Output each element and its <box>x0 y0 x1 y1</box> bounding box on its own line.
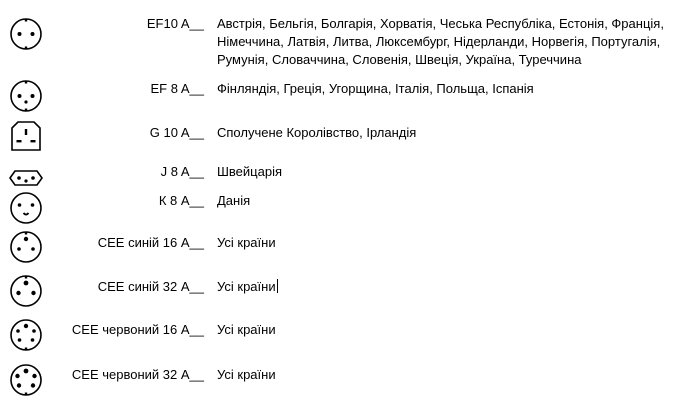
plug-countries <box>217 278 677 296</box>
plug-countries: Усі країни <box>217 367 276 382</box>
plug-countries: Фінляндія, Греція, Угорщина, Італія, Польща, Іспанія <box>217 81 534 96</box>
plug-code: CEE синій 32 A__ <box>97 279 204 294</box>
cee-blue-16-plug-icon <box>8 229 44 265</box>
plug-code: EF 8 A__ <box>150 81 204 96</box>
plug-code: К 8 A__ <box>158 193 204 208</box>
plug-code: EF10 A__ <box>146 16 204 31</box>
cee-red-16-plug-icon <box>8 317 44 353</box>
plug-code: J 8 A__ <box>160 164 204 179</box>
plug-countries: Сполучене Королівство, Ірландія <box>217 125 417 140</box>
country-text: Усі країни <box>217 279 276 294</box>
danish-plug-icon <box>8 190 44 226</box>
text-cursor <box>277 279 278 293</box>
plug-code: CEE червоний 32 A__ <box>71 367 204 382</box>
plug-code: CEE синій 16 A__ <box>97 235 204 250</box>
plug-code: G 10 A__ <box>149 125 204 140</box>
schuko-plug-icon <box>8 16 44 52</box>
uk-plug-icon <box>8 120 44 156</box>
cee-red-32-plug-icon <box>8 362 44 398</box>
ef-plug-icon <box>8 78 44 114</box>
plug-countries: Усі країни <box>217 235 276 250</box>
plug-countries: Австрія, Бельгія, Болгарія, Хорватія, Чеська Республіка, Естонія, Франція, Німеччина, Латвія, Литва, Люксембург, Нідерланди, Норвегія, Португалія, Румунія, Словаччина, Словенія, Швеція, Україна, Туреччина <box>217 16 664 67</box>
plug-countries: Швейцарія <box>217 164 282 179</box>
plug-countries: Данія <box>217 193 251 208</box>
plug-countries: Усі країни <box>217 322 276 337</box>
cee-blue-32-plug-icon <box>8 273 44 309</box>
plug-code: CEE червоний 16 A__ <box>71 322 204 337</box>
